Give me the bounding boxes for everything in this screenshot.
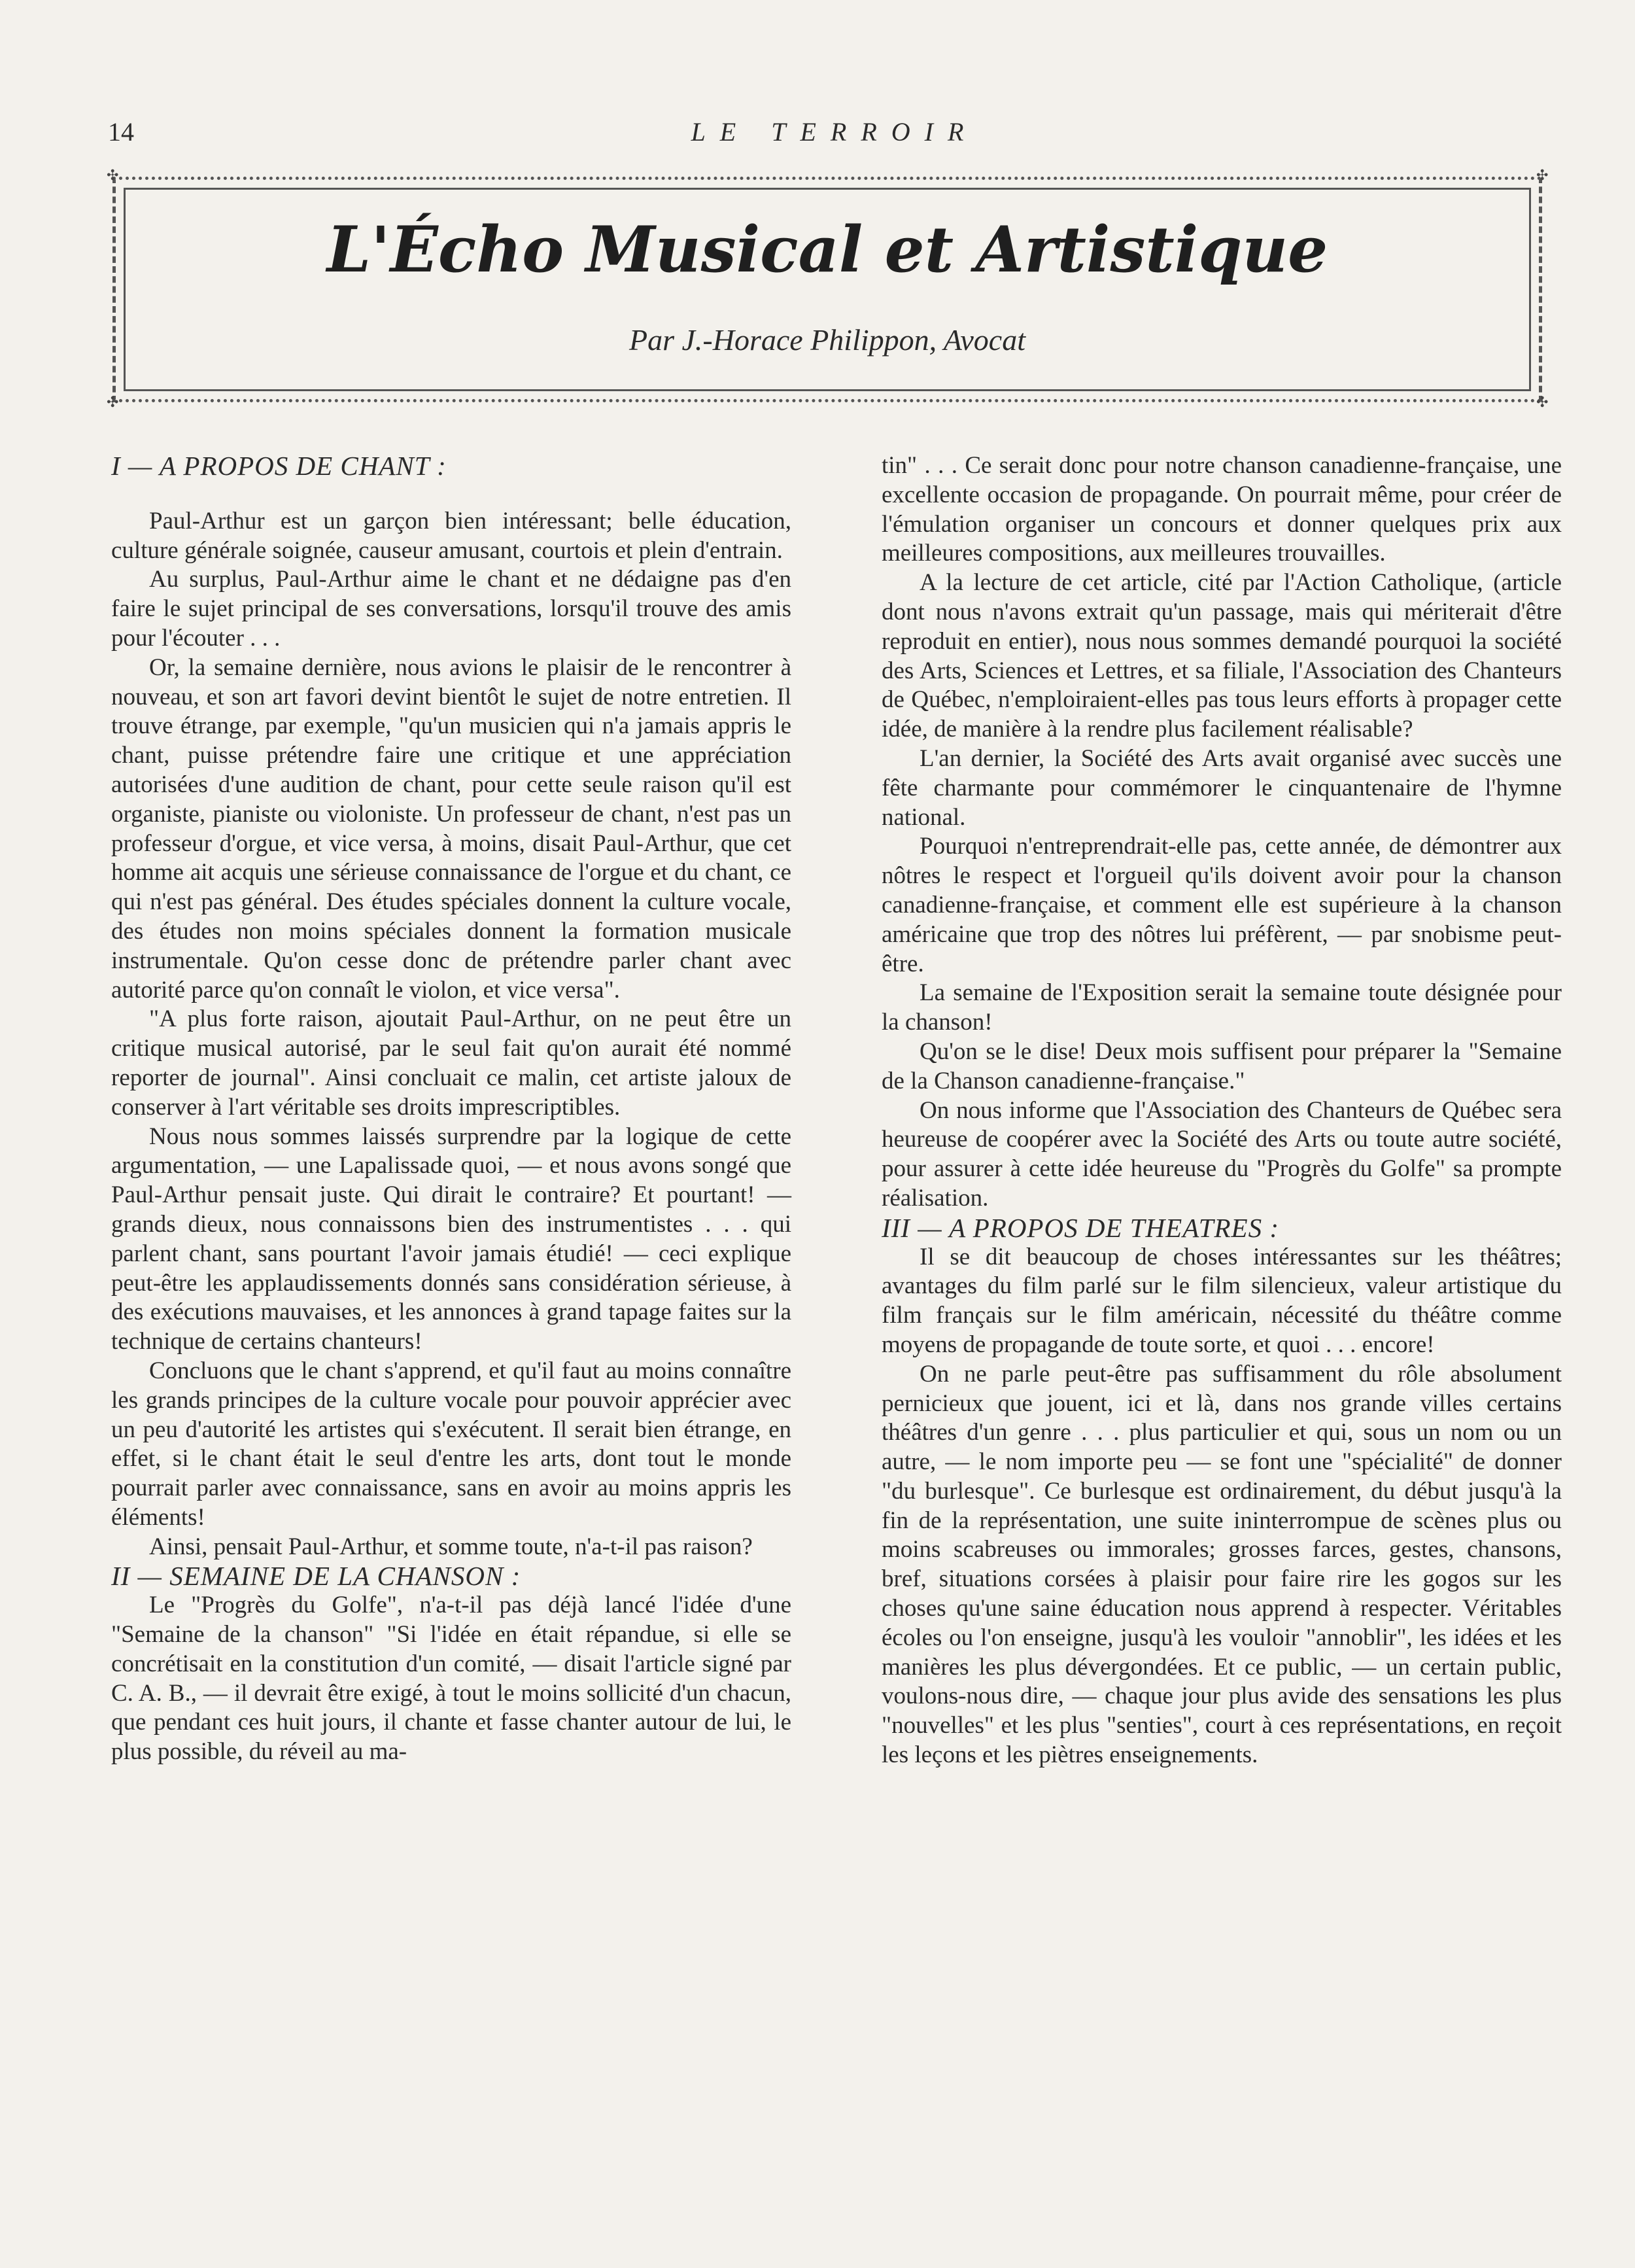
corner-ornament-icon: ✣: [107, 167, 119, 183]
corner-ornament-icon: ✣: [1536, 394, 1549, 410]
page-number: 14: [108, 117, 134, 147]
section-heading: I — A PROPOS DE CHANT :: [111, 451, 447, 481]
running-head: [108, 116, 1561, 156]
paragraph: Pourquoi n'entreprendrait-elle pas, cette année, de démontrer aux nôtres le respect et l'orgueil qu'ils doivent avoir pour la chanson canadienne-française, et comment elle est supérieure à la chanson américaine que trop des nôtres lui préfèrent, — par snobisme peut-être.: [882, 833, 1562, 977]
paragraph: Le "Progrès du Golfe", n'a-t-il pas déjà lancé l'idée d'une "Semaine de la chanson" "Si l'idée en était répandue, si elle se concrétisait en la constitution d'un comité, — disait l'article signé par C. A. B., — il devrait être exigé, à tout le moins sollicité d'un chacun, que pendant ces huit jours, il chante et fasse chanter autour de lui, le plus possible, du réveil au ma-: [111, 1592, 791, 1766]
paragraph: Nous nous sommes laissés surprendre par la logique de cette argumentation, — une Lapalissade quoi, — et nous avons songé que Paul-Arthur pensait juste. Qui dirait le contraire? Et pourtant! — grands dieux, nous connaissons bien des instrumentistes . . . qui parlent chant, sans pourtant l'avoir jamais étudié! — ceci explique peut-être les applaudissements donnés sans considération sérieuse, à des exécutions mauvaises, et les annonces à grand tapage faites sur la technique de certains chanteurs!: [111, 1123, 791, 1355]
paragraph: L'an dernier, la Société des Arts avait organisé avec succès une fête charmante pour commémorer le cinquantenaire de l'hymne national.: [882, 744, 1562, 831]
section-heading: III — A PROPOS DE THEATRES :: [882, 1212, 1280, 1243]
byline: Par J.-Horace Philippon, Avocat: [629, 323, 1025, 357]
corner-ornament-icon: ✣: [1536, 167, 1549, 183]
paragraph: Au surplus, Paul-Arthur aime le chant et ne dédaigne pas d'en faire le sujet principal de ses conversations, lorsqu'il trouve des amis pour l'écouter . . .: [111, 566, 791, 652]
paragraph: A la lecture de cet article, cité par l'Action Catholique, (article dont nous n'avons extrait qu'un passage, mais qui mériterait d'être reproduit en entier), nous nous sommes demandé pourquoi la société des Arts, Sciences et Lettres, et sa filiale, l'Association des Chanteurs de Québec, n'emploiraient-elles pas tous leurs efforts à propager cette idée, de manière à la rendre plus facilement réalisable?: [882, 569, 1562, 743]
paragraph: tin" . . . Ce serait donc pour notre chanson canadienne-française, une excellente occasion de propagande. On pourrait même, pour créer de l'émulation organiser un concours et donner quelques prix aux meilleures compositions, aux meilleures trouvailles.: [882, 452, 1562, 567]
paragraph: On ne parle peut-être pas suffisamment du rôle absolument pernicieux que jouent, ici et là, dans nos grande villes certains théâtres d'un genre . . . plus particulier et qui, sous un nom ou un autre, — le nom importe peu — se font une "spécialité" de donner "du burlesque". Ce burlesque est ordinairement, du début jusqu'à la fin de la représentation, une suite ininterrompue de scènes plus ou moins scabreuses ou immorales; grosses farces, gestes, chansons, bref, situations corsées à plaisir pour faire rire les gogos sur les choses qu'une saine éducation nous apprend à respecter. Véritables écoles ou l'on enseigne, jusqu'à les vouloir "annoblir", les idées et les manières les plus dévergondées. Et ce public, — un certain public, voulons-nous dire, — chaque jour plus avide des sensations les plus "nouvelles" et les plus "senties", court à ces représentations, en reçoit les leçons et les piètres enseignements.: [882, 1360, 1562, 1769]
paragraph: Il se dit beaucoup de choses intéressantes sur les théâtres; avantages du film parlé sur le film silencieux, valeur artistique du film français sur le film américain, nécessité du théâtre comme moyens de propagande de toute sorte, et quoi . . . encore!: [882, 1243, 1562, 1358]
paragraph: "A plus forte raison, ajoutait Paul-Arthur, on ne peut être un critique musical autorisé, par le seul fait qu'on aurait été nommé reporter de journal". Ainsi concluait ce malin, cet artiste jaloux de conserver à l'art véritable ses droits imprescriptibles.: [111, 1005, 791, 1121]
paragraph: Qu'on se le dise! Deux mois suffisent pour préparer la "Semaine de la Chanson canadienne-française.": [882, 1038, 1562, 1094]
paragraph: Paul-Arthur est un garçon bien intéressant; belle éducation, culture générale soignée, causeur amusant, courtois et plein d'entrain.: [111, 507, 791, 564]
paragraph: Or, la semaine dernière, nous avions le plaisir de le rencontrer à nouveau, et son art favori devint bientôt le sujet de notre entretien. Il trouve étrange, par exemple, "qu'un musicien qui n'a jamais appris le chant, puisse prétendre faire une critique et une appréciation autorisées d'une audition de chant, pour cette seule raison qu'il est organiste, pianiste ou violoniste. Un professeur de chant, n'est pas un professeur d'orgue, et vice versa, à moins, disait Paul-Arthur, que cet homme ait acquis une sérieuse connaissance de l'orgue et du chant, ce qui n'est pas général. Des études spéciales donnent la culture vocale, des études non moins spéciales donnent la formation musicale instrumentale. Qu'on cesse donc de prétendre parler chant avec autorité parce qu'on connaît le violon, et vice versa".: [111, 654, 791, 1003]
section-heading: II — SEMAINE DE LA CHANSON :: [111, 1561, 521, 1592]
paragraph: On nous informe que l'Association des Chanteurs de Québec sera heureuse de coopérer avec la Société des Arts ou toute autre société, pour assurer à cette idée heureuse du "Progrès du Golfe" sa prompte réalisation.: [882, 1096, 1562, 1212]
left-column: [111, 451, 791, 1767]
corner-ornament-icon: ✣: [107, 394, 119, 410]
title-frame: [107, 167, 1549, 410]
article-title: L'Écho Musical et Artistique: [326, 213, 1328, 287]
paragraph: La semaine de l'Exposition serait la semaine toute désignée pour la chanson!: [882, 979, 1562, 1036]
paragraph: Concluons que le chant s'apprend, et qu'il faut au moins connaître les grands principes de la culture vocale pour pouvoir apprécier avec un peu d'autorité les artistes qui s'exécutent. Il serait bien étrange, en effet, si le chant était le seul d'entre les arts, dont tout le monde pourrait parler avec connaissance, sans en avoir au moins appris les éléments!: [111, 1357, 791, 1531]
journal-title: LE TERROIR: [691, 117, 978, 147]
paragraph: Ainsi, pensait Paul-Arthur, et somme toute, n'a-t-il pas raison?: [149, 1533, 753, 1560]
right-column: [882, 451, 1562, 1770]
